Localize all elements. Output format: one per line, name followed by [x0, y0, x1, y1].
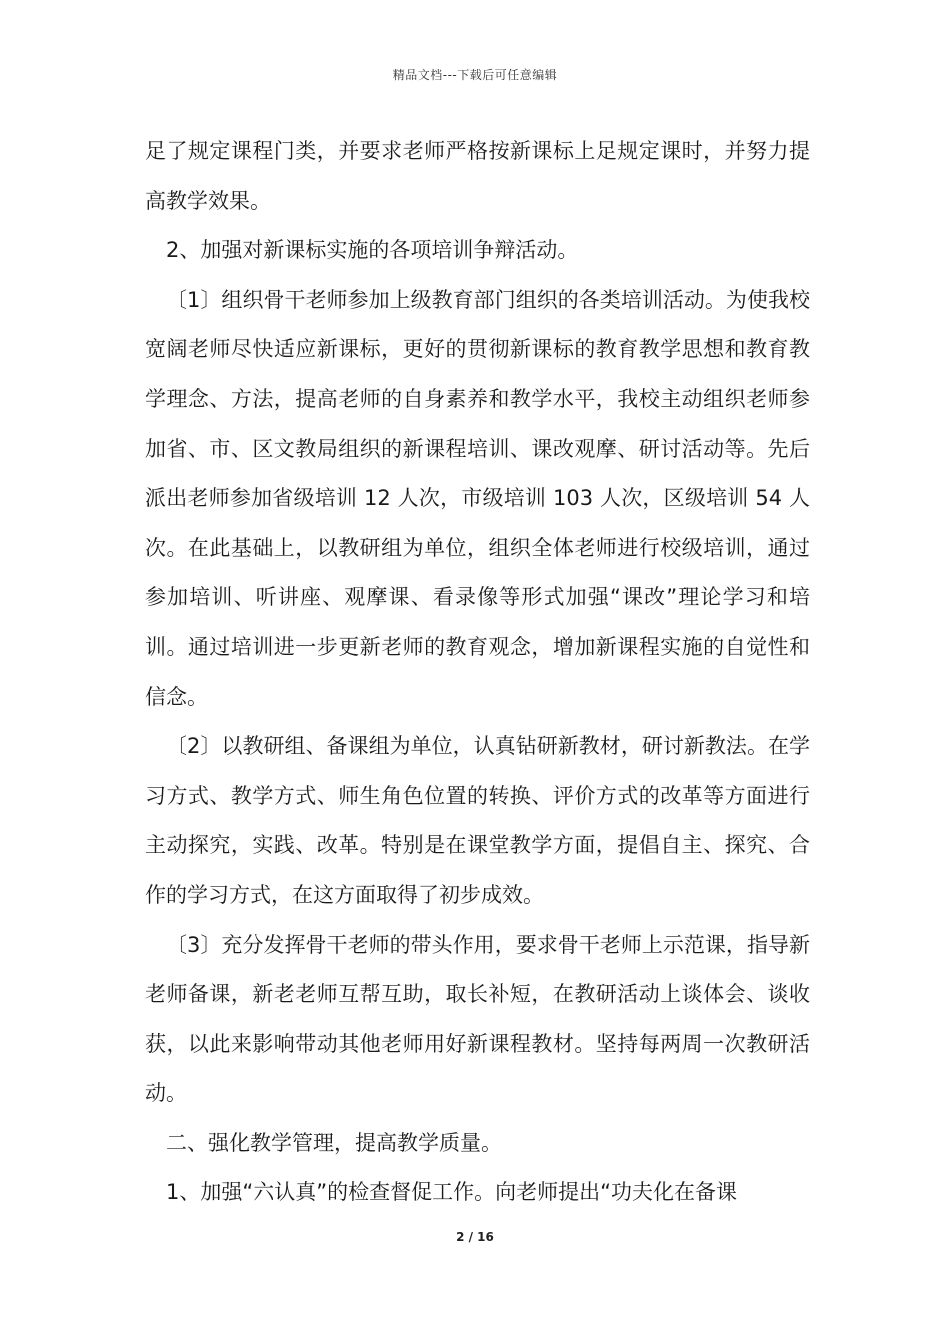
- paragraph-1: 足了规定课程门类，并要求老师严格按新课标上足规定课时，并努力提高教学效果。: [145, 139, 810, 213]
- paragraph-3: 〔1〕组织骨干老师参加上级教育部门组织的各类培训活动。为使我校宽阔老师尽快适应新课标，更好的贯彻新课标的教育教学思想和教育教学理念、方法，提高老师的自身素养和教学水平，我校主动组织老师参加省、市、区文教局组织的新课程培训、课改观摩、研讨活动等。先后派出老师参加省级培训 12 人次，市级培训 103 人次，区级培训 54 人次。在此基础上，以教研组为单位，组织全体老师进行校级培训，通过参加培训、听讲座、观摩课、看录像等形式加强“课改”理论学习和培训。通过培训进一步更新老师的教育观念，增加新课程实施的自觉性和信念。: [145, 287, 810, 709]
- paragraph-4: 〔2〕以教研组、备课组为单位，认真钻研新教材，研讨新教法。在学习方式、教学方式、师生角色位置的转换、评价方式的改革等方面进行主动探究，实践、改革。特别是在课堂教学方面，提倡自主、探究、合作的学习方式，在这方面取得了初步成效。: [145, 734, 810, 907]
- paragraph-2: 2、加强对新课标实施的各项培训争辩活动。: [166, 238, 579, 263]
- document-body: [145, 127, 810, 1218]
- paragraph-6: 二、强化教学管理，提高教学质量。: [166, 1130, 502, 1155]
- page-header: 精品文档---下载后可任意编辑: [392, 68, 558, 82]
- page-number: 2 / 16: [456, 1230, 494, 1244]
- paragraph-5: 〔3〕充分发挥骨干老师的带头作用，要求骨干老师上示范课，指导新老师备课，新老老师互帮互助，取长补短，在教研活动上谈体会、谈收获，以此来影响带动其他老师用好新课程教材。坚持每两周一次教研活动。: [145, 932, 810, 1106]
- paragraph-7: 1、加强“六认真”的检查督促工作。向老师提出“功夫化在备课: [166, 1180, 737, 1205]
